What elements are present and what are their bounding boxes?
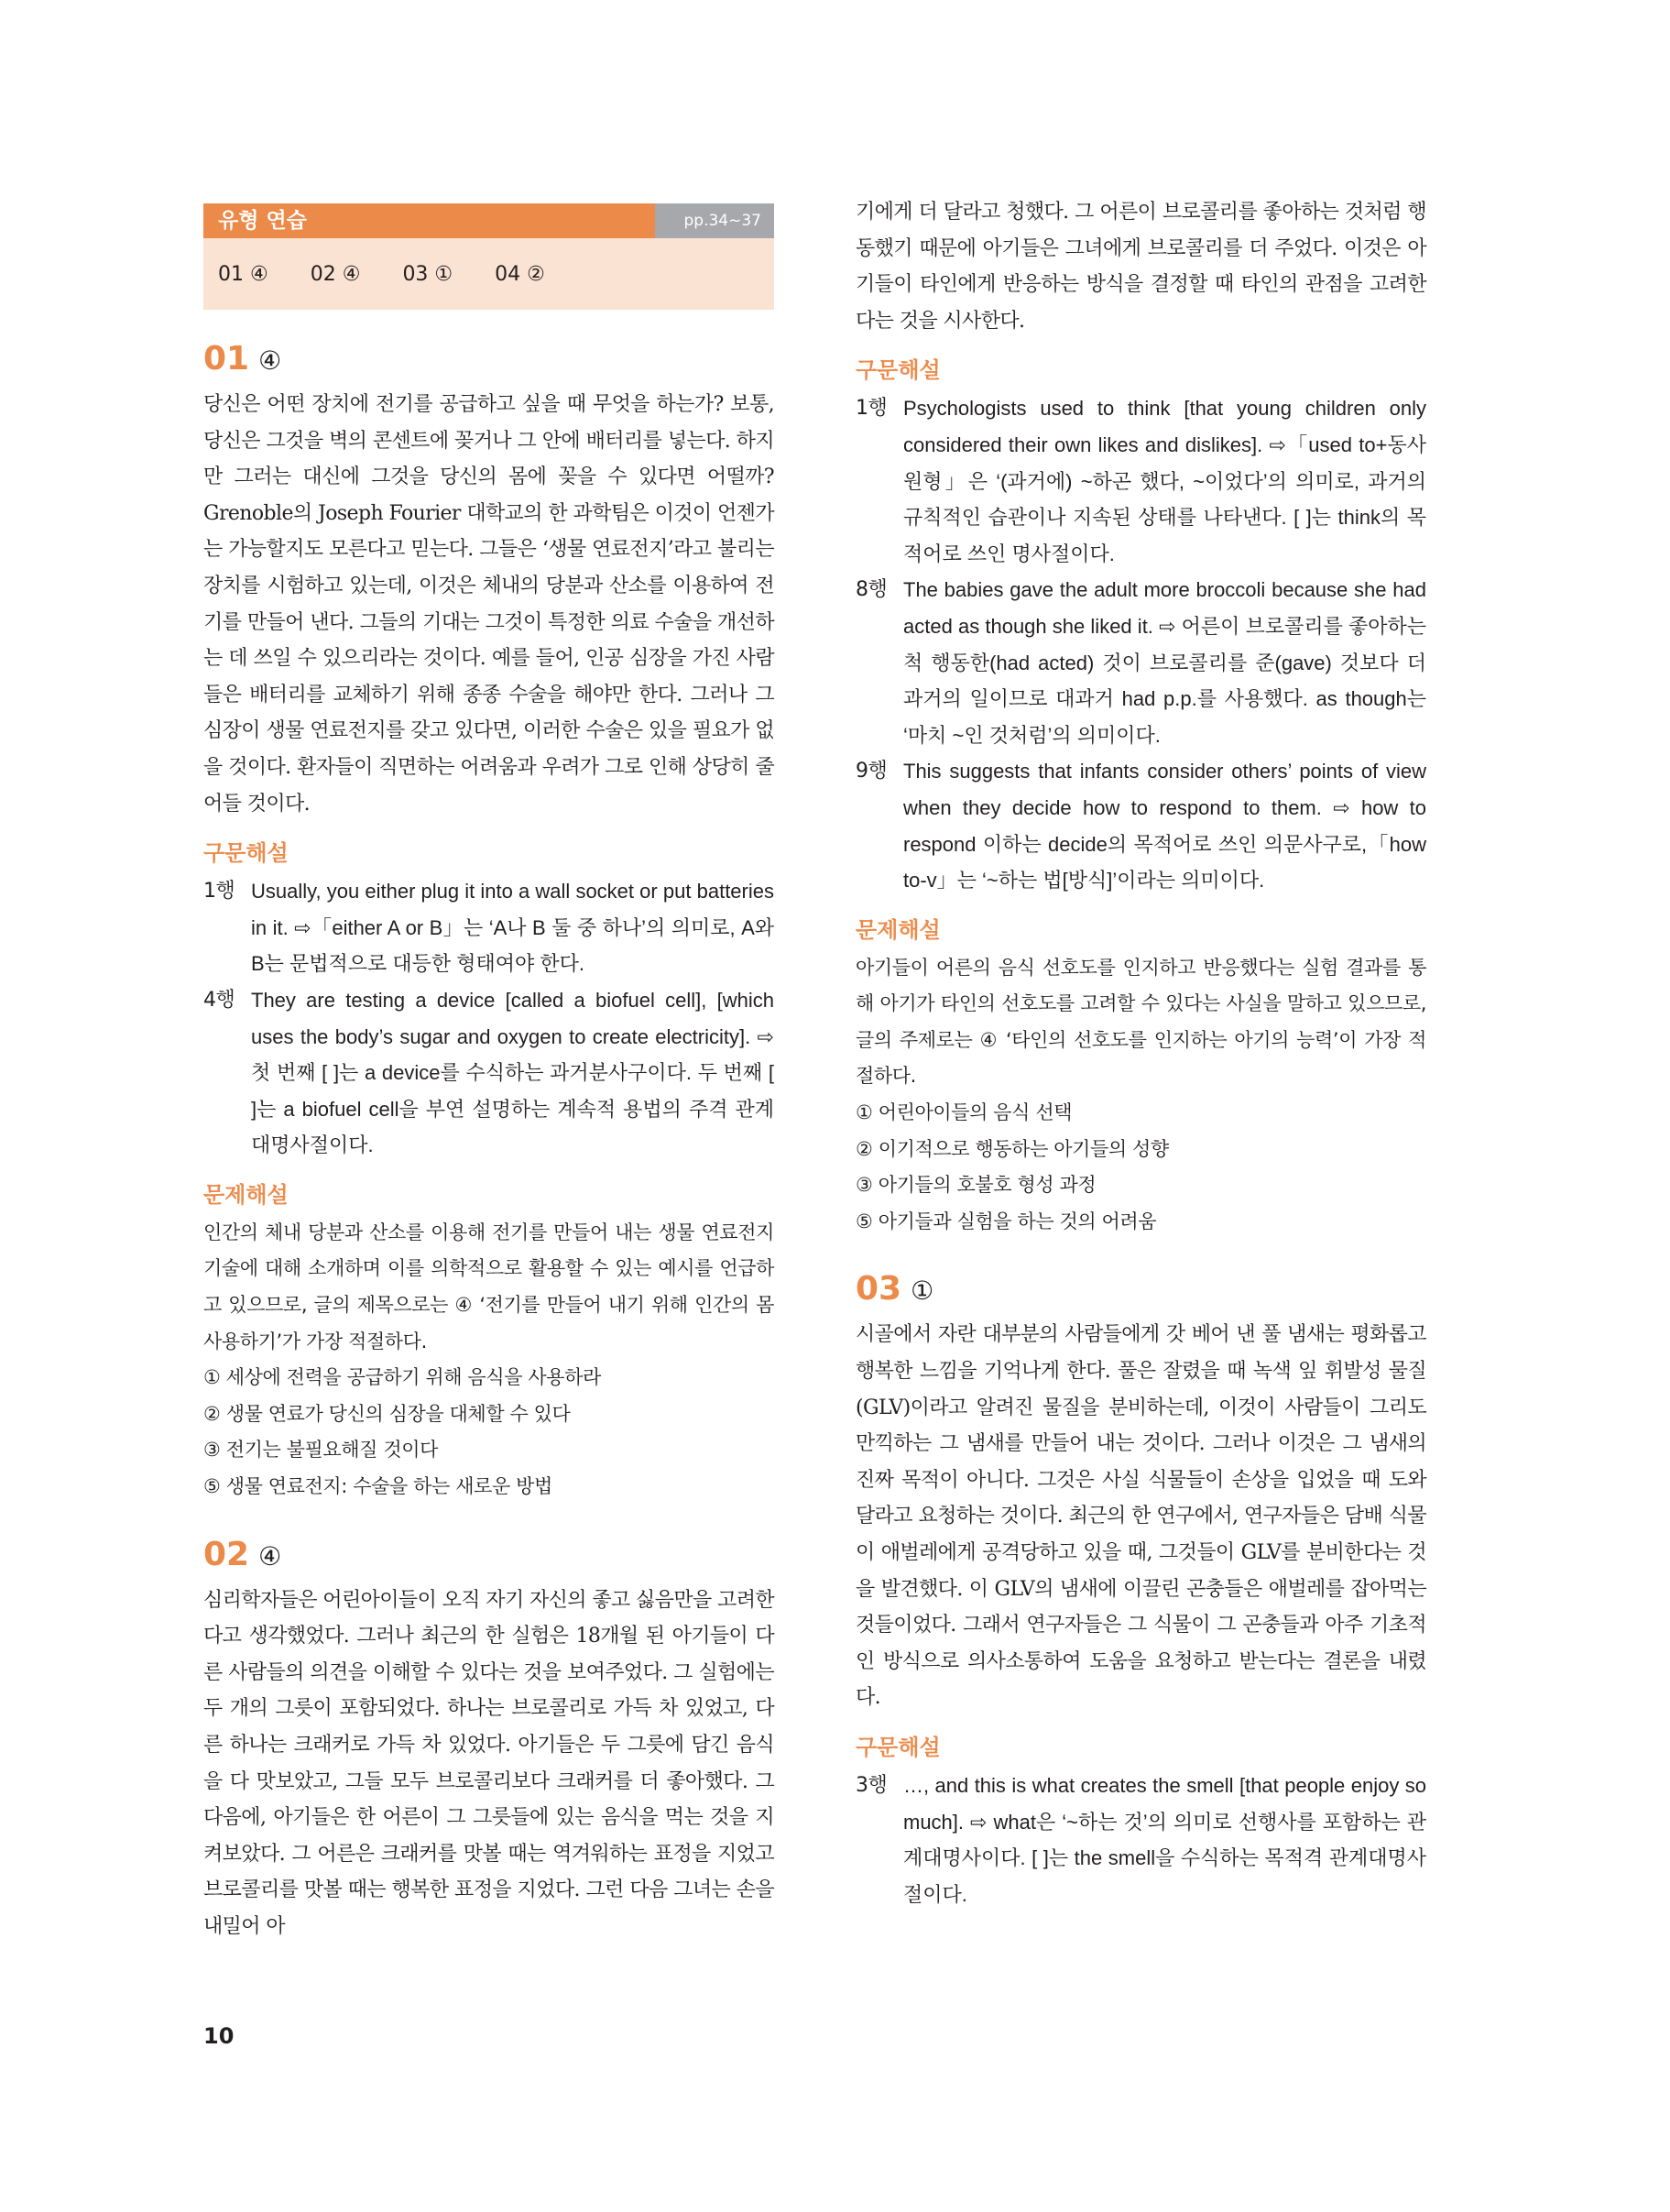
question-answer: ④	[258, 1540, 282, 1571]
left-column	[203, 203, 774, 1945]
problem-heading: 문제해설	[203, 1181, 289, 1208]
grammar-text: They are testing a device [called a biofuel cell], [which uses the body’s sugar and oxygen to create electricity]. ⇨ 첫 번째 [ ]는 a device를 수식하는 과거분사구이다. 두 번째 [ ]는 a biofuel cell을 부연 설명하는 계속적 용법의 주격 관계대명사절이다.	[251, 988, 774, 1157]
answer-key-item: 01 ④	[218, 262, 268, 286]
grammar-text: Psychologists used to think [that young children only considered their own likes and dislikes]. ⇨「used to+동사원형」은 ‘(과거에) ~하곤 했다, ~이었다’의 의미로, 과거의 규칙적인 습관이나 지속된 상태를 나타낸다. [ ]는 think의 목적어로 쓰인 명사절이다.	[903, 397, 1426, 565]
page-range: pp.34~37	[655, 203, 774, 238]
line-ref: 4행	[203, 988, 235, 1012]
grammar-heading: 구문해설	[856, 357, 941, 384]
problem-explanation: 인간의 체내 당분과 산소를 이용해 전기를 만들어 내는 생물 연료전지 기술에 대해 소개하며 이를 의학적으로 활용할 수 있는 예시를 언급하고 있으므로, 글의 제목으로는 ④ ‘전기를 만들어 내기 위해 인간의 몸 사용하기’가 가장 적절하다.	[203, 1221, 774, 1352]
line-ref: 1행	[856, 397, 888, 421]
right-column	[856, 194, 1426, 1912]
grammar-heading: 구문해설	[856, 1734, 941, 1760]
grammar-note	[856, 753, 1426, 898]
grammar-note	[203, 982, 774, 1164]
grammar-heading: 구문해설	[203, 840, 289, 867]
line-ref: 3행	[856, 1773, 888, 1797]
question-heading	[856, 1271, 1426, 1309]
answer-key-item: 02 ④	[310, 262, 361, 286]
choice-item: ⑤ 생물 연료전지: 수술을 하는 새로운 방법	[203, 1475, 552, 1498]
line-ref: 9행	[856, 760, 888, 783]
question-number: 01	[203, 340, 250, 378]
choice-item: ⑤ 아기들과 실험을 하는 것의 어려움	[856, 1210, 1157, 1232]
answer-key-item: 04 ②	[495, 262, 545, 286]
grammar-note	[856, 1768, 1426, 1912]
question-heading	[203, 341, 774, 379]
grammar-note	[203, 873, 774, 982]
grammar-text: …, and this is what creates the smell [that people enjoy so much]. ⇨ what은 ‘~하는 것’의 의미로 선행사를 포함하는 관계대명사이다. [ ]는 the smell을 수식하는 목적격 관계대명사절이다.	[903, 1773, 1426, 1906]
grammar-text: Usually, you either plug it into a wall socket or put batteries in it. ⇨「either A or B」는 ‘A나 B 둘 중 하나’의 의미로, A와 B는 문법적으로 대등한 형태여야 한다.	[251, 880, 774, 976]
problem-explanation: 아기들이 어른의 음식 선호도를 인지하고 반응했다는 실험 결과를 통해 아기가 타인의 선호도를 고려할 수 있다는 사실을 말하고 있으므로, 글의 주제로는 ④ ‘타인의 선호도를 인지하는 아기의 능력’이 가장 적절하다.	[856, 956, 1426, 1088]
answer-key-item: 03 ①	[402, 262, 453, 286]
grammar-text: The babies gave the adult more broccoli because she had acted as though she liked it. ⇨ 어른이 브로콜리를 좋아하는 척 행동한(had acted) 것이 브로콜리를 준(gave) 것보다 더 과거의 일이므로 대과거 had p.p.를 사용했다. as though는 ‘마치 ~인 것처럼’의 의미이다.	[903, 578, 1426, 747]
choice-item: ③ 아기들의 호불호 형성 과정	[856, 1174, 1097, 1197]
problem-heading: 문제해설	[856, 916, 941, 943]
question-answer: ④	[258, 345, 282, 376]
answer-key	[203, 238, 774, 310]
section-header	[203, 203, 774, 238]
choice-item: ③ 전기는 불필요해질 것이다	[203, 1439, 438, 1462]
question-number: 02	[203, 1535, 250, 1573]
translation-passage: 당신은 어떤 장치에 전기를 공급하고 싶을 때 무엇을 하는가? 보통, 당신은 그것을 벽의 콘센트에 꽂거나 그 안에 배터리를 넣는다. 하지만 그러는 대신에 그것을 당신의 몸에 꽂을 수 있다면 어떨까? Grenoble의 Joseph Fourier 대학교의 한 과학팀은 이것이 언젠가는 가능할지도 모른다고 믿는다. 그들은 ‘생물 연료전지’라고 불리는 장치를 시험하고 있는데, 이것은 체내의 당분과 산소를 이용하여 전기를 만들어 낸다. 그들의 기대는 그것이 특정한 의료 수술을 개선하는 데 쓰일 수 있으리라는 것이다. 예를 들어, 인공 심장을 가진 사람들은 배터리를 교체하기 위해 종종 수술을 해야만 한다. 그러나 그 심장이 생물 연료전지를 갖고 있다면, 이러한 수술은 있을 필요가 없을 것이다. 환자들이 직면하는 어려움과 우려가 그로 인해 상당히 줄어들 것이다.	[203, 393, 774, 816]
line-ref: 1행	[203, 880, 235, 903]
choice-item: ① 세상에 전력을 공급하기 위해 음식을 사용하라	[203, 1366, 601, 1389]
translation-passage: 심리학자들은 어린아이들이 오직 자기 자신의 좋고 싫음만을 고려한다고 생각했었다. 그러나 최근의 한 실험은 18개월 된 아기들이 다른 사람들의 의견을 이해할 수 있다는 것을 보여주었다. 그 실험에는 두 개의 그릇이 포함되었다. 하나는 브로콜리로 가득 차 있었고, 다른 하나는 크래커로 가득 차 있었다. 아기들은 두 그릇에 담긴 음식을 다 맛보았고, 그들 모두 브로콜리보다 크래커를 더 좋아했다. 그다음에, 아기들은 한 어른이 그 그릇들에 있는 음식을 먹는 것을 지켜보았다. 그 어른은 크래커를 맛볼 때는 역겨워하는 표정을 지었고 브로콜리를 맛볼 때는 행복한 표정을 지었다. 그런 다음 그녀는 손을 내밀어 아	[203, 1588, 775, 1938]
grammar-text: This suggests that infants consider others’ points of view when they decide how to respond to them. ⇨ how to respond 이하는 decide의 목적어로 쓰인 의문사구로,「how to-v」는 ‘~하는 법[방식]’이라는 의미이다.	[903, 760, 1426, 892]
translation-passage: 시골에서 자란 대부분의 사람들에게 갓 베어 낸 풀 냄새는 평화롭고 행복한 느낌을 기억나게 한다. 풀은 잘렸을 때 녹색 잎 휘발성 물질(GLV)이라고 알려진 물질을 분비하는데, 이것이 사람들이 그리도 만끽하는 그 냄새를 만들어 내는 것이다. 그러나 이것은 그 냄새의 진짜 목적이 아니다. 그것은 사실 식물들이 손상을 입었을 때 도와 달라고 요청하는 것이다. 최근의 한 연구에서, 연구자들은 담배 식물이 애벌레에게 공격당하고 있을 때, 그것들이 GLV를 분비한다는 것을 발견했다. 이 GLV의 냄새에 이끌린 곤충들은 애벌레를 잡아먹는 것들이었다. 그래서 연구자들은 그 식물이 그 곤충들과 아주 기초적인 방식으로 의사소통하여 도움을 요청하고 받는다는 결론을 내렸다.	[856, 1323, 1426, 1710]
translation-passage-continued: 기에게 더 달라고 청했다. 그 어른이 브로콜리를 좋아하는 것처럼 행동했기 때문에 아기들은 그녀에게 브로콜리를 더 주었다. 이것은 아기들이 타인에게 반응하는 방식을 결정할 때 타인의 관점을 고려한다는 것을 시사한다.	[856, 201, 1426, 333]
choice-item: ① 어린아이들의 음식 선택	[856, 1101, 1073, 1124]
grammar-note	[856, 572, 1426, 753]
choice-item: ② 생물 연료가 당신의 심장을 대체할 수 있다	[203, 1402, 571, 1425]
choice-item: ② 이기적으로 행동하는 아기들의 성향	[856, 1137, 1169, 1160]
grammar-note	[856, 390, 1426, 572]
question-answer: ①	[911, 1276, 934, 1307]
section-title: 유형 연습	[203, 203, 655, 238]
question-heading	[203, 1537, 774, 1575]
page-number: 10	[203, 2023, 235, 2049]
question-number: 03	[856, 1270, 902, 1309]
line-ref: 8행	[856, 578, 888, 602]
